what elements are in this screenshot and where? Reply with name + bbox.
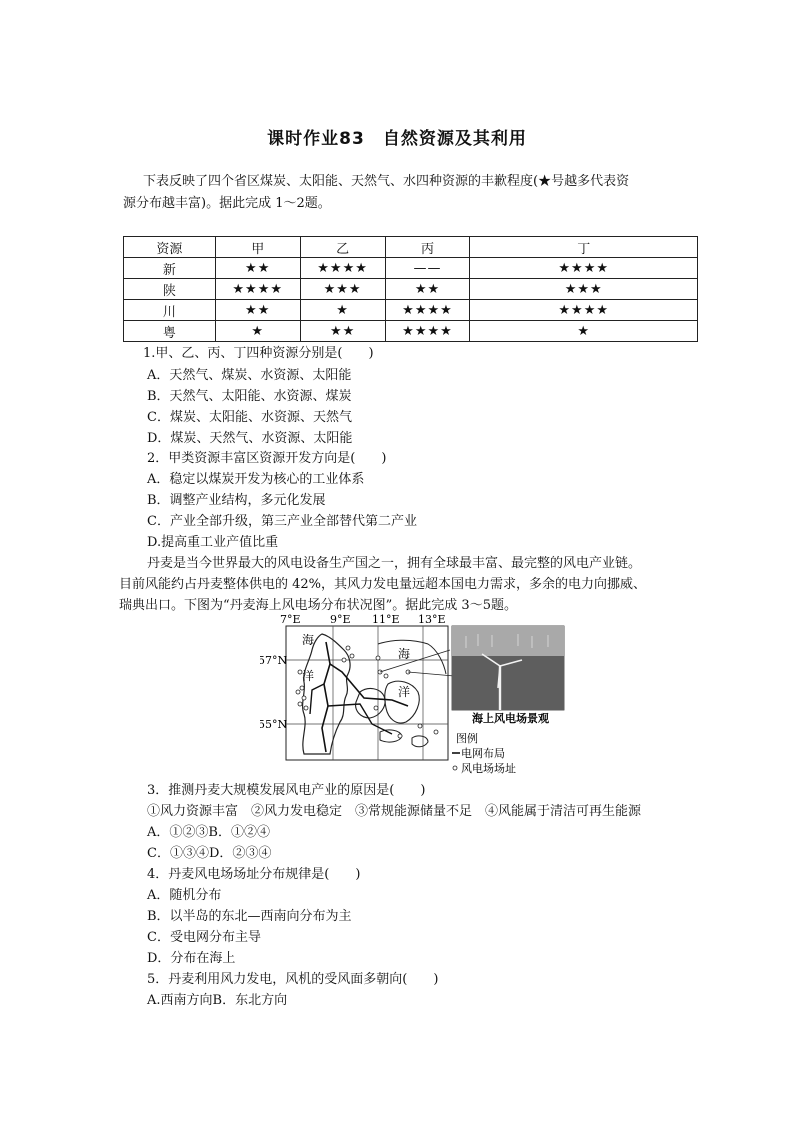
table-header-row [124, 237, 698, 258]
wind-farm-site [398, 734, 402, 738]
wind-farm-site [384, 674, 388, 678]
lon-label: 11°E [372, 614, 400, 626]
question-1-option-a: A．天然气、煤炭、水资源、太阳能 [147, 368, 352, 383]
legend-site-label: 风电场场址 [461, 762, 516, 775]
lon-label: 7°E [280, 614, 301, 626]
sea-label: 海 [302, 633, 315, 647]
wind-farm-site [304, 706, 308, 710]
falster-island [412, 736, 428, 747]
intro-line-1: 下表反映了四个省区煤炭、太阳能、天然气、水四种资源的丰歉程度(★号越多代表资 [143, 174, 630, 189]
question-1-option-b: B．天然气、太阳能、水资源、煤炭 [147, 389, 352, 404]
passage-2-line-3: 瑞典出口。下图为“丹麦海上风电场分布状况图”。据此完成 3～5题。 [119, 598, 517, 613]
sea-label: 洋 [398, 685, 411, 699]
table-cell: ★★★ [470, 279, 698, 300]
legend-site-symbol [453, 766, 457, 770]
wind-farm-site [298, 702, 302, 706]
table-cell: ★★ [300, 321, 385, 342]
table-cell: ★ [300, 300, 385, 321]
table-header: 丙 [385, 237, 470, 258]
table-cell: ★ [470, 321, 698, 342]
question-3-option-ab: A．①②③B．①②④ [147, 825, 270, 840]
question-1-option-d: D．煤炭、天然气、水资源、太阳能 [147, 431, 353, 446]
passage-2-line-2: 目前风能约占丹麦整体供电的 42%，其风力发电量远超本国电力需求，多余的电力向挪威、 [119, 577, 647, 592]
denmark-wind-farm-map [260, 614, 570, 790]
lat-label: 57°N [260, 654, 288, 667]
resource-table [123, 236, 698, 342]
sea-label: 洋 [302, 669, 315, 683]
question-2-option-d: D.提高重工业产值比重 [147, 535, 279, 550]
wind-farm-site [296, 690, 300, 694]
table-row [124, 300, 698, 321]
table-cell: 陕 [124, 279, 216, 300]
table-cell: —— [385, 258, 470, 279]
question-5-stem: 5．丹麦利用风力发电，风机的受风面多朝向( ) [147, 972, 439, 987]
page-title: 课时作业83 自然资源及其利用 [267, 129, 527, 149]
table-header: 甲 [215, 237, 300, 258]
legend-title: 图例 [456, 732, 478, 745]
table-cell: ★★ [385, 279, 470, 300]
intro-line-2: 源分布越丰富)。据此完成 1～2题。 [123, 196, 331, 211]
table-header: 资源 [124, 237, 216, 258]
lat-label: 55°N [260, 718, 288, 731]
wind-farm-site [434, 730, 438, 734]
question-1-stem: 1.甲、乙、丙、丁四种资源分别是( ) [143, 346, 374, 361]
table-header: 乙 [300, 237, 385, 258]
question-5-option-ab: A.西南方向B．东北方向 [147, 993, 288, 1008]
table-cell: 粤 [124, 321, 216, 342]
table-cell: 川 [124, 300, 216, 321]
legend-grid-label: 电网布局 [461, 747, 505, 760]
table-cell: ★ [215, 321, 300, 342]
wind-farm-site [300, 686, 304, 690]
lon-label: 9°E [330, 614, 351, 626]
pointer-line [408, 672, 454, 676]
table-cell: ★★★★ [215, 279, 300, 300]
passage-2-line-1: 丹麦是当今世界最大的风电设备生产国之一，拥有全球最丰富、最完整的风电产业链。 [147, 556, 642, 571]
power-grid-line [310, 684, 324, 714]
question-3-stem: 3．推测丹麦大规模发展风电产业的原因是( ) [147, 783, 426, 798]
swedish-coast [378, 640, 446, 674]
photo-caption: 海上风电场景观 [472, 712, 549, 725]
wind-farm-site [350, 654, 354, 658]
table-cell: ★★★★ [300, 258, 385, 279]
question-2-stem: 2．甲类资源丰富区资源开发方向是( ) [147, 451, 387, 466]
table-cell: ★★★★ [470, 300, 698, 321]
question-2-option-c: C．产业全部升级，第三产业全部替代第二产业 [147, 514, 417, 529]
question-2-option-b: B．调整产业结构，多元化发展 [147, 493, 326, 508]
question-3-choices: ①风力资源丰富 ②风力发电稳定 ③常规能源储量不足 ④风能属于清洁可再生能源 [147, 804, 642, 819]
wind-farm-site [302, 696, 306, 700]
map-figure [260, 614, 570, 786]
table-cell: ★★ [215, 300, 300, 321]
wind-farm-photo [452, 626, 564, 710]
power-grid-line [330, 664, 411, 706]
table-row [124, 321, 698, 342]
power-grid-line [322, 642, 330, 752]
power-grid-line [328, 704, 392, 734]
question-4-option-b: B．以半岛的东北—西南向分布为主 [147, 909, 352, 924]
table-cell: ★★★★ [385, 300, 470, 321]
wind-farm-site [342, 658, 346, 662]
question-4-option-d: D．分布在海上 [147, 951, 236, 966]
photo-sky [452, 626, 564, 656]
question-4-option-c: C．受电网分布主导 [147, 930, 261, 945]
question-3-option-cd: C．①③④D．②③④ [147, 846, 272, 861]
question-1-option-c: C．煤炭、太阳能、水资源、天然气 [147, 410, 352, 425]
table-cell: ★★★★ [385, 321, 470, 342]
table-cell: ★★★★ [470, 258, 698, 279]
table-row [124, 258, 698, 279]
table-row [124, 279, 698, 300]
pointer-line [380, 650, 450, 672]
wind-farm-site [374, 706, 378, 710]
table-cell: ★★★ [300, 279, 385, 300]
wind-farm-site [418, 724, 422, 728]
table-cell: ★★ [215, 258, 300, 279]
wind-farm-site [376, 656, 380, 660]
table-cell: 新 [124, 258, 216, 279]
wind-farm-site [346, 646, 350, 650]
question-4-stem: 4．丹麦风电场场址分布规律是( ) [147, 867, 361, 882]
lon-label: 13°E [418, 614, 446, 626]
table-header: 丁 [470, 237, 698, 258]
sea-label: 海 [398, 647, 411, 661]
question-4-option-a: A．随机分布 [147, 888, 222, 903]
question-2-option-a: A．稳定以煤炭开发为核心的工业体系 [147, 472, 365, 487]
